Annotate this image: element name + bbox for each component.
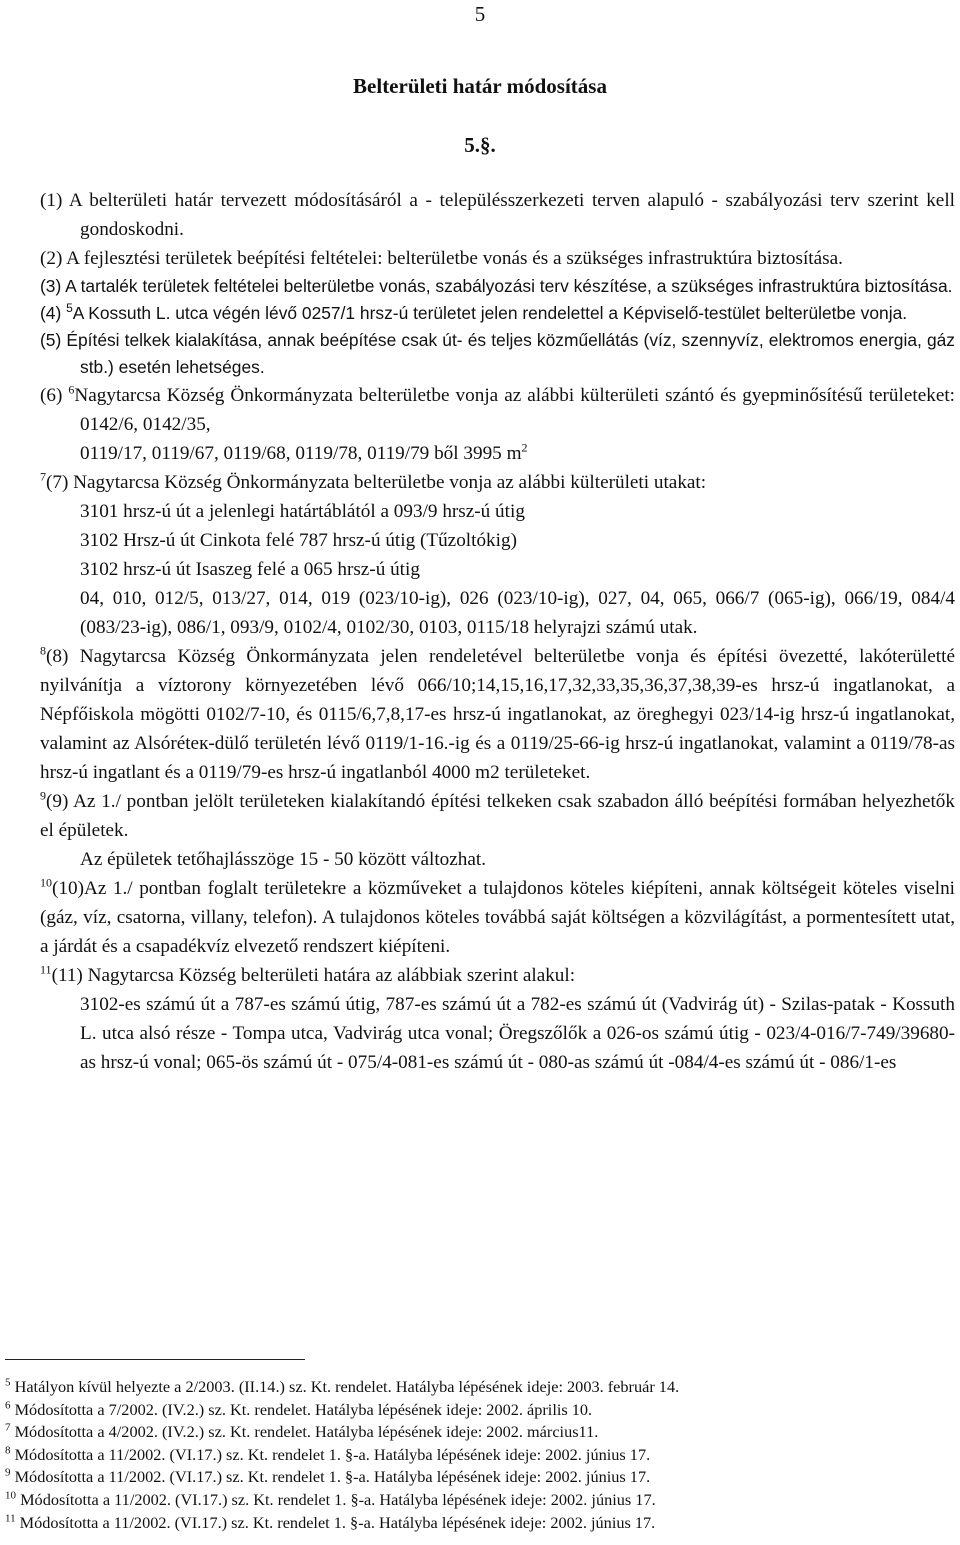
footnote <box>5 1512 955 1535</box>
paragraph-3: (3) A tartalék területek feltételei belterületbe vonás, szabályozási terv készítése, a szükséges infrastruktúra biztosítása. <box>40 276 953 296</box>
footnote-ref-9: 9 <box>40 788 46 803</box>
paragraph-11 <box>40 961 955 990</box>
footnote-number: 5 <box>5 1376 11 1389</box>
paragraph-9 <box>40 787 955 845</box>
paragraph-10 <box>40 874 955 961</box>
paragraph-7 <box>40 468 955 497</box>
road-item: 3102 Hrsz-ú út Cinkota felé 787 hrsz-ú útig (Tűzoltókig) <box>80 530 517 551</box>
paragraph-11-text: (11) Nagytarcsa Község belterületi határa az alábbiak szerint alakul: <box>51 965 576 986</box>
square-meter-superscript: 2 <box>521 440 528 455</box>
footnote-number: 6 <box>5 1399 11 1412</box>
paragraph-10-text: (10)Az 1./ pontban foglalt területekre a közműveket a tulajdonos köteles kiépíteni, annak költségeit köteles viselni (gáz, víz, csatorna, villany, telefon). A tulajdonos köteles továbbá saját költségen a közvilágítást, a pormentesített utat, a járdát és a csapadékvíz elvezető rendszert kiépíteni. <box>40 878 955 957</box>
paragraph-2: (2) A fejlesztési területek beépítési feltételei: belterületbe vonás és a szükséges infrastruktúra biztosítása. <box>40 248 843 269</box>
footnote-text: Módosította a 4/2002. (IV.2.) sz. Kt. rendelet. Hatályba lépésének ideje: 2002. március11. <box>14 1422 599 1442</box>
paragraph-1: (1) A belterületi határ tervezett módosításáról a - településszerkezeti terven alapuló - szabályozási terv szerint kell gondoskodni. <box>40 190 955 240</box>
footnote <box>5 1376 955 1399</box>
paragraph-7-text: (7) Nagytarcsa Község Önkormányzata belterületbe vonja az alábbi külterületi utakat: <box>46 472 707 493</box>
road-item: 3102 hrsz-ú út Isaszeg felé a 065 hrsz-ú útig <box>80 559 420 580</box>
paragraph-9-text: (9) Az 1./ pontban jelölt területeken kialakítandó építési telkeken csak szabadon álló beépítési formában helyezhetők el épületek. <box>40 791 955 841</box>
footnote-number: 7 <box>5 1421 11 1434</box>
footnote <box>5 1399 955 1422</box>
footnote-ref-6: 6 <box>68 382 75 397</box>
road-item: 04, 010, 012/5, 013/27, 014, 019 (023/10-ig), 026 (023/10-ig), 027, 04, 065, 066/7 (065-ig), 066/19, 084/4 (083/23-ig), 086/1, 093/9, 0102/4, 0102/30, 0103, 0115/18 helyrajzi számú utak. <box>80 588 955 638</box>
paragraph-4 <box>40 300 955 327</box>
footnote-number: 10 <box>5 1489 16 1502</box>
footnote-ref-7: 7 <box>40 469 46 484</box>
page-number: 5 <box>474 2 486 26</box>
footnote <box>5 1489 955 1512</box>
footnote-text: Módosította a 11/2002. (VI.17.) sz. Kt. rendelet 1. §-a. Hatályba lépésének ideje: 2002. június 17. <box>14 1444 651 1464</box>
footnote-number: 9 <box>5 1466 11 1479</box>
footnote <box>5 1466 955 1489</box>
footnote-text: Módosította a 11/2002. (VI.17.) sz. Kt. rendelet 1. §-a. Hatályba lépésének ideje: 2002. június 17. <box>19 1512 656 1532</box>
footnote-text: Módosította a 7/2002. (IV.2.) sz. Kt. rendelet. Hatályba lépésének ideje: 2002. április 10. <box>14 1399 593 1419</box>
paragraph-8-text: (8) Nagytarcsa Község Önkormányzata jelen rendeletével belterületbe vonja és építési övezetté, lakóterületté nyilvánítja a víztorony környezetében lévő 066/10;14,15,16,17,32,33,35,36,37,38,39-es hrsz-ú ingatlanokat, a Népfőiskola mögötti 0102/7-10, és 0115/6,7,8,17-es hrsz-ú ingatlanokat, az öreghegyi 023/14-ig hrsz-ú ingatlanokat, valamint az Alsóréteк-dülő területén lévő 0119/1-16.-ig és a 0119/25-66-ig hrsz-ú ingatlanokat, valamint a 0119/78-as hrsz-ú ingatlant és a 0119/79-es hrsz-ú ingatlanból 4000 m2 területeket. <box>40 646 955 783</box>
paragraph-6-parcels-text: 0119/17, 0119/67, 0119/68, 0119/78, 0119/79 ből 3995 m <box>80 443 522 464</box>
paragraph-11-boundary: 3102-es számú út a 787-es számú útig, 787-es számú út a 782-es számú út (Vadvirág út) - Szilas-patak - Kossuth L. utca alsó része - Tompa utca, Vadvirág utca vonal; Öregszőlők a 026-os számú útig - 023/4-016/7-749/39680-as hrsz-ú vonal; 065-ös számú út - 075/4-081-es számú út - 080-as számú út -084/4-es számú út - 086/1-es <box>80 994 955 1073</box>
paragraph-6-parcels <box>40 439 955 468</box>
paragraph-6-text: Nagytarcsa Község Önkormányzata belterületbe vonja az alábbi külterületi szántó és gyepminősítésű területeket: 0142/6, 0142/35, <box>74 385 955 435</box>
footnote-number: 8 <box>5 1444 11 1457</box>
footnote-text: Módosította a 11/2002. (VI.17.) sz. Kt. rendelet 1. §-a. Hatályba lépésének ideje: 2002. június 17. <box>14 1467 651 1487</box>
footnote <box>5 1421 955 1444</box>
footnote-text: Módosította a 11/2002. (VI.17.) sz. Kt. rendelet 1. §-a. Hatályba lépésének ideje: 2002. június 17. <box>20 1489 656 1509</box>
footnote-ref-11: 11 <box>40 962 52 977</box>
paragraph-5: (5) Építési telkek kialakítása, annak beépítése csak út- és teljes közműellátás (víz, szennyvíz, elektromos energia, gáz stb.) esetén lehetséges. <box>40 330 955 377</box>
footnote-ref-8: 8 <box>40 643 46 658</box>
section-number: 5.§. <box>464 133 496 157</box>
paragraph-8 <box>40 642 955 787</box>
footnote-number: 11 <box>5 1512 16 1525</box>
footnotes <box>5 1376 955 1534</box>
document-body <box>40 186 955 1077</box>
paragraph-6-number: (6) <box>40 385 69 406</box>
paragraph-4-number: (4) <box>40 303 67 323</box>
paragraph-6 <box>40 381 955 439</box>
footnote-divider <box>5 1359 305 1360</box>
footnote-text: Hatályon kívül helyezte a 2/2003. (II.14.) sz. Kt. rendelet. Hatályba lépésének ideje: 2003. február 14. <box>14 1377 680 1396</box>
footnote <box>5 1444 955 1467</box>
footnote-ref-5: 5 <box>66 301 73 316</box>
road-item: 3101 hrsz-ú út a jelenlegi határtáblától a 093/9 hrsz-ú útig <box>80 501 525 522</box>
paragraph-9-roof-pitch: Az épületek tetőhajlásszöge 15 - 50 között változhat. <box>80 849 487 870</box>
page-title: Belterületi határ módosítása <box>353 74 607 98</box>
paragraph-4-text: A Kossuth L. utca végén lévő 0257/1 hrsz-ú területet jelen rendelettel a Képviselő-testület belterületbe vonja. <box>72 303 908 323</box>
footnote-ref-10: 10 <box>40 875 52 890</box>
